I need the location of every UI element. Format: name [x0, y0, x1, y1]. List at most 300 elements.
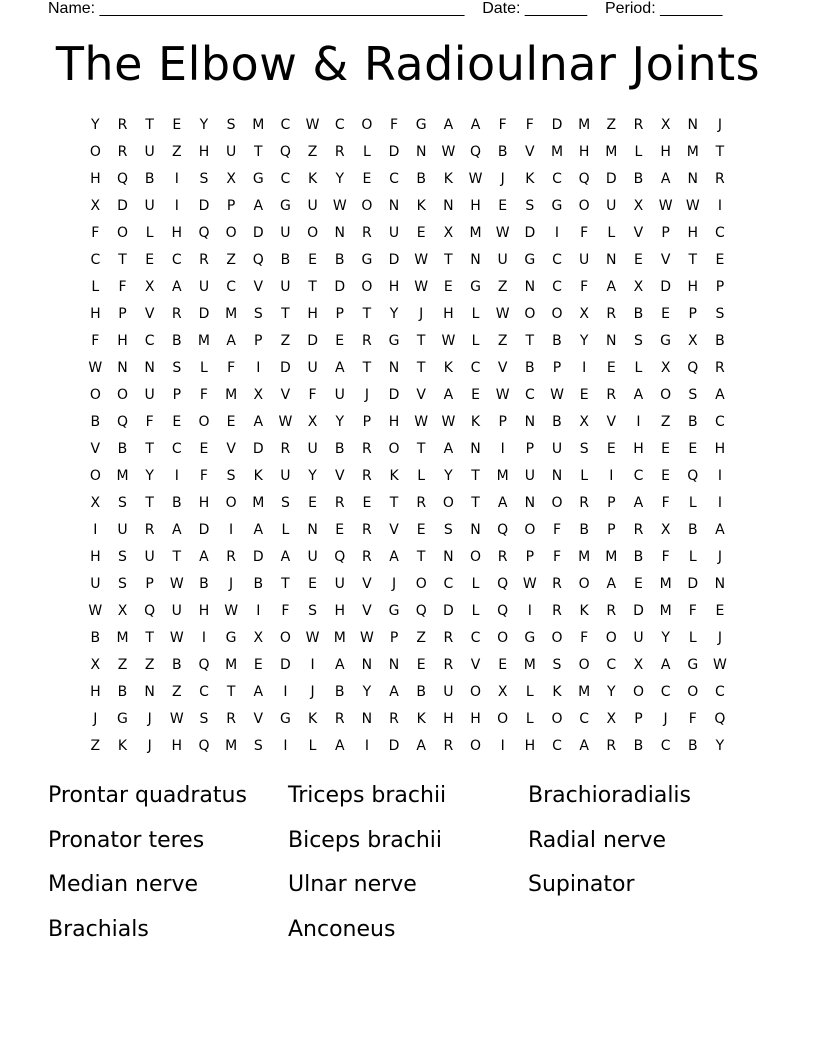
grid-letter: L: [471, 306, 480, 322]
grid-letter: P: [226, 198, 236, 214]
grid-letter: N: [524, 414, 536, 430]
grid-letter: J: [147, 738, 153, 754]
grid-letter: X: [90, 198, 101, 214]
grid-letter: H: [578, 144, 590, 160]
grid-letter: R: [334, 711, 346, 727]
grid-letter: L: [362, 144, 372, 160]
grid-letter: W: [468, 171, 483, 187]
grid-letter: B: [171, 333, 183, 349]
grid-letter: B: [117, 441, 128, 457]
grid-letter: I: [527, 603, 533, 619]
grid-letter: R: [117, 117, 128, 133]
grid-row: [82, 490, 734, 517]
grid-letter: L: [607, 225, 616, 241]
grid-letter: T: [444, 252, 454, 268]
grid-letter: Q: [415, 603, 428, 619]
grid-letter: D: [660, 279, 672, 295]
grid-letter: U: [90, 576, 101, 592]
grid-letter: V: [253, 711, 264, 727]
grid-letter: I: [174, 198, 180, 214]
grid-letter: F: [580, 279, 589, 295]
grid-letter: B: [552, 333, 563, 349]
grid-row: [82, 220, 734, 247]
grid-letter: E: [172, 117, 182, 133]
grid-letter: M: [523, 657, 537, 673]
grid-letter: T: [525, 333, 535, 349]
grid-letter: K: [443, 171, 454, 187]
grid-letter: X: [633, 657, 644, 673]
grid-letter: W: [332, 198, 348, 214]
grid-letter: F: [227, 360, 236, 376]
grid-letter: H: [660, 144, 672, 160]
grid-letter: N: [144, 360, 156, 376]
grid-letter: I: [500, 738, 506, 754]
grid-letter: T: [715, 144, 725, 160]
grid-letter: F: [390, 117, 399, 133]
grid-letter: X: [307, 414, 318, 430]
grid-letter: T: [145, 630, 155, 646]
grid-letter: H: [388, 414, 400, 430]
grid-letter: D: [334, 279, 346, 295]
grid-letter: F: [498, 117, 508, 133]
grid-letter: C: [171, 252, 183, 268]
grid-letter: P: [145, 576, 155, 592]
grid-letter: A: [334, 360, 346, 376]
grid-letter: M: [659, 603, 673, 619]
grid-letter: A: [280, 549, 291, 565]
grid-letter: T: [253, 144, 264, 160]
grid-letter: K: [552, 684, 563, 700]
grid-letter: A: [715, 522, 726, 538]
grid-letter: U: [280, 468, 292, 484]
grid-letter: R: [606, 603, 617, 619]
grid-letter: R: [443, 630, 454, 646]
grid-letter: W: [441, 414, 456, 430]
grid-letter: R: [334, 144, 346, 160]
grid-letter: R: [443, 738, 454, 754]
grid-letter: Y: [661, 630, 671, 646]
grid-letter: G: [687, 657, 699, 673]
grid-letter: O: [497, 711, 509, 727]
grid-letter: B: [525, 360, 536, 376]
grid-letter: L: [91, 279, 100, 295]
grid-letter: D: [524, 225, 536, 241]
grid-letter: X: [579, 414, 590, 430]
grid-letter: P: [254, 333, 263, 349]
grid-letter: D: [687, 576, 699, 592]
grid-letter: P: [498, 414, 508, 430]
grid-letter: N: [714, 576, 726, 592]
word-list-item: Anconeus: [288, 916, 396, 942]
grid-letter: R: [362, 522, 373, 538]
grid-letter: R: [552, 576, 563, 592]
grid-letter: H: [90, 549, 102, 565]
grid-letter: R: [715, 171, 726, 187]
grid-letter: M: [116, 468, 130, 484]
grid-letter: F: [688, 603, 698, 619]
grid-letter: M: [605, 549, 618, 565]
grid-letter: A: [497, 495, 508, 511]
grid-letter: D: [280, 657, 292, 673]
grid-letter: Y: [335, 414, 345, 430]
grid-letter: O: [361, 279, 373, 295]
grid-letter: J: [717, 117, 723, 133]
grid-letter: H: [470, 198, 482, 214]
grid-letter: W: [305, 630, 320, 646]
grid-letter: D: [442, 603, 455, 619]
grid-letter: R: [226, 549, 237, 565]
grid-letter: Y: [362, 684, 372, 700]
grid-letter: E: [498, 657, 508, 673]
grid-letter: R: [389, 711, 400, 727]
grid-letter: M: [225, 306, 238, 322]
grid-letter: V: [144, 306, 155, 322]
grid-letter: P: [552, 360, 562, 376]
grid-letter: X: [253, 387, 264, 403]
grid-letter: Z: [497, 333, 508, 349]
grid-letter: H: [307, 306, 319, 322]
grid-letter: G: [388, 333, 400, 349]
grid-letter: W: [441, 144, 456, 160]
grid-letter: E: [145, 252, 155, 268]
word-list-row: [48, 780, 788, 825]
grid-letter: R: [552, 603, 563, 619]
grid-letter: I: [310, 657, 316, 673]
grid-letter: Y: [91, 117, 101, 133]
grid-letter: N: [470, 441, 482, 457]
grid-letter: U: [497, 252, 509, 268]
grid-letter: U: [579, 252, 590, 268]
grid-letter: B: [633, 306, 644, 322]
grid-letter: C: [633, 468, 644, 484]
grid-letter: S: [688, 387, 698, 403]
grid-letter: R: [362, 441, 373, 457]
grid-letter: X: [90, 657, 101, 673]
grid-letter: N: [388, 198, 400, 214]
grid-letter: E: [172, 414, 182, 430]
grid-letter: V: [334, 468, 346, 484]
grid-letter: O: [89, 468, 102, 484]
grid-letter: G: [524, 630, 536, 646]
word-list-item: Ulnar nerve: [288, 872, 417, 897]
grid-letter: R: [416, 495, 427, 511]
grid-letter: R: [280, 441, 291, 457]
grid-letter: O: [89, 387, 102, 403]
grid-letter: D: [117, 198, 129, 214]
grid-letter: E: [416, 657, 427, 673]
grid-letter: H: [714, 441, 726, 457]
grid-letter: D: [280, 360, 292, 376]
grid-row: [82, 436, 734, 463]
grid-letter: T: [471, 468, 481, 484]
grid-letter: V: [497, 360, 508, 376]
grid-letter: N: [307, 522, 319, 538]
grid-letter: A: [253, 684, 264, 700]
grid-letter: G: [470, 279, 482, 295]
grid-letter: O: [116, 387, 129, 403]
grid-letter: A: [389, 684, 400, 700]
grid-letter: V: [253, 279, 264, 295]
grid-letter: B: [90, 630, 101, 646]
grid-letter: L: [525, 684, 535, 700]
grid-letter: E: [471, 387, 481, 403]
grid-letter: N: [117, 360, 129, 376]
grid-letter: F: [91, 225, 100, 241]
grid-letter: J: [500, 171, 506, 187]
grid-letter: S: [443, 522, 454, 538]
grid-letter: C: [90, 252, 101, 268]
grid-row: [82, 301, 734, 328]
grid-letter: D: [388, 144, 400, 160]
grid-letter: B: [633, 738, 644, 754]
grid-letter: S: [118, 549, 128, 565]
word-list-item: Radial nerve: [528, 827, 667, 853]
grid-letter: C: [552, 171, 563, 187]
grid-letter: H: [687, 225, 699, 241]
grid-letter: G: [660, 333, 672, 349]
grid-letter: P: [688, 306, 698, 322]
grid-letter: E: [606, 441, 617, 457]
grid-letter: N: [551, 468, 563, 484]
grid-letter: U: [144, 144, 156, 160]
grid-letter: A: [172, 522, 183, 538]
grid-letter: U: [307, 198, 319, 214]
grid-letter: R: [606, 738, 617, 754]
grid-letter: H: [388, 279, 400, 295]
grid-letter: T: [416, 549, 426, 565]
grid-letter: L: [417, 468, 426, 484]
grid-letter: E: [253, 657, 264, 673]
grid-letter: X: [253, 630, 264, 646]
grid-letter: O: [660, 387, 672, 403]
grid-letter: O: [578, 657, 591, 673]
grid-letter: I: [229, 522, 234, 538]
grid-letter: B: [334, 441, 346, 457]
grid-letter: M: [578, 549, 591, 565]
grid-letter: I: [717, 495, 723, 511]
grid-letter: Q: [252, 252, 265, 268]
grid-letter: W: [713, 657, 728, 673]
grid-letter: T: [118, 252, 128, 268]
grid-letter: C: [226, 279, 237, 295]
grid-letter: N: [687, 171, 699, 187]
word-list: [48, 780, 788, 958]
grid-letter: C: [280, 117, 291, 133]
grid-letter: D: [633, 603, 645, 619]
grid-letter: T: [389, 495, 399, 511]
grid-letter: O: [225, 495, 238, 511]
grid-row: [82, 274, 734, 301]
grid-letter: H: [443, 711, 455, 727]
grid-letter: X: [660, 117, 671, 133]
grid-letter: E: [362, 171, 372, 187]
grid-letter: H: [90, 171, 102, 187]
grid-letter: R: [715, 360, 726, 376]
grid-letter: E: [226, 414, 237, 430]
grid-letter: I: [283, 684, 288, 700]
grid-letter: L: [471, 576, 480, 592]
grid-letter: P: [715, 279, 725, 295]
grid-letter: B: [253, 576, 264, 592]
grid-letter: Q: [279, 144, 292, 160]
grid-letter: I: [283, 738, 288, 754]
grid-letter: H: [117, 333, 129, 349]
grid-letter: D: [252, 549, 265, 565]
grid-letter: J: [717, 630, 723, 646]
grid-letter: C: [334, 117, 346, 133]
grid-letter: F: [281, 603, 290, 619]
grid-letter: G: [279, 711, 292, 727]
grid-letter: A: [470, 117, 481, 133]
grid-letter: K: [579, 603, 590, 619]
grid-letter: M: [578, 117, 591, 133]
grid-letter: E: [715, 252, 725, 268]
grid-letter: A: [660, 171, 671, 187]
grid-letter: M: [252, 495, 265, 511]
grid-letter: Z: [90, 738, 101, 754]
grid-letter: M: [550, 144, 564, 160]
grid-letter: X: [443, 225, 454, 241]
page-title: The Elbow & Radioulnar Joints: [55, 37, 761, 91]
grid-letter: R: [199, 252, 210, 268]
grid-letter: O: [632, 684, 645, 700]
grid-row: [82, 328, 734, 355]
grid-letter: B: [334, 252, 346, 268]
grid-letter: O: [551, 306, 563, 322]
grid-letter: F: [580, 225, 589, 241]
grid-letter: U: [280, 225, 292, 241]
grid-letter: X: [660, 360, 671, 376]
grid-row: [82, 247, 734, 274]
grid-letter: G: [388, 603, 400, 619]
grid-letter: T: [281, 576, 291, 592]
grid-letter: D: [198, 198, 210, 214]
grid-letter: H: [90, 306, 102, 322]
grid-letter: V: [606, 414, 617, 430]
grid-letter: O: [578, 576, 591, 592]
grid-letter: Y: [579, 333, 589, 349]
grid-letter: O: [307, 225, 319, 241]
grid-letter: V: [362, 576, 373, 592]
grid-letter: T: [362, 360, 372, 376]
grid-letter: E: [416, 522, 427, 538]
grid-letter: C: [715, 414, 726, 430]
grid-letter: I: [256, 603, 261, 619]
grid-letter: C: [660, 738, 671, 754]
grid-letter: P: [362, 414, 372, 430]
grid-letter: B: [90, 414, 101, 430]
grid-letter: X: [687, 333, 699, 349]
grid-letter: E: [661, 306, 671, 322]
grid-letter: S: [525, 198, 535, 214]
grid-letter: B: [687, 414, 699, 430]
grid-letter: N: [334, 225, 346, 241]
grid-row: [82, 382, 734, 409]
grid-letter: M: [333, 630, 347, 646]
grid-letter: W: [522, 576, 538, 592]
grid-letter: Z: [416, 630, 427, 646]
grid-letter: P: [389, 630, 399, 646]
grid-letter: I: [717, 468, 723, 484]
grid-letter: C: [715, 684, 726, 700]
word-list-row: [48, 825, 788, 870]
grid-letter: C: [199, 684, 210, 700]
grid-letter: Q: [470, 144, 482, 160]
word-list-item: Pronator teres: [48, 827, 205, 853]
grid-letter: B: [171, 657, 183, 673]
grid-letter: M: [578, 684, 591, 700]
grid-letter: A: [606, 576, 617, 592]
grid-row: [82, 166, 734, 193]
grid-letter: I: [93, 522, 98, 538]
grid-letter: J: [717, 549, 723, 565]
grid-letter: O: [116, 225, 129, 241]
grid-letter: A: [633, 495, 644, 511]
grid-letter: M: [225, 738, 238, 754]
grid-letter: U: [551, 441, 563, 457]
grid-letter: E: [661, 441, 671, 457]
grid-letter: B: [416, 171, 427, 187]
grid-letter: S: [226, 117, 237, 133]
grid-letter: P: [661, 225, 671, 241]
grid-letter: P: [525, 549, 535, 565]
grid-letter: A: [443, 117, 454, 133]
grid-letter: M: [605, 144, 618, 160]
grid-row: [82, 517, 734, 544]
grid-letter: L: [308, 738, 317, 754]
grid-letter: E: [362, 495, 372, 511]
grid-letter: D: [252, 441, 265, 457]
grid-letter: S: [308, 603, 318, 619]
grid-letter: R: [117, 144, 128, 160]
grid-letter: Y: [607, 684, 617, 700]
grid-letter: D: [198, 306, 210, 322]
grid-letter: Q: [497, 576, 509, 592]
grid-letter: L: [688, 495, 698, 511]
grid-letter: A: [389, 549, 400, 565]
grid-letter: E: [634, 576, 644, 592]
word-list-item: Triceps brachii: [288, 783, 447, 808]
grid-letter: W: [169, 711, 185, 727]
word-list-row: [48, 869, 788, 914]
grid-letter: F: [199, 468, 209, 484]
grid-letter: H: [524, 738, 536, 754]
grid-letter: N: [606, 333, 618, 349]
grid-letter: U: [524, 468, 536, 484]
grid-letter: Q: [687, 360, 699, 376]
grid-letter: R: [334, 495, 346, 511]
grid-letter: A: [199, 549, 210, 565]
grid-letter: G: [361, 252, 373, 268]
grid-letter: D: [388, 252, 400, 268]
grid-letter: E: [661, 468, 671, 484]
grid-letter: N: [361, 711, 373, 727]
grid-letter: P: [607, 522, 617, 538]
grid-letter: E: [416, 225, 427, 241]
grid-letter: F: [552, 549, 562, 565]
grid-row: [82, 625, 734, 652]
grid-letter: E: [199, 441, 209, 457]
grid-letter: N: [470, 252, 482, 268]
grid-letter: C: [552, 279, 563, 295]
grid-letter: B: [579, 522, 590, 538]
grid-letter: P: [607, 495, 617, 511]
grid-letter: S: [579, 441, 590, 457]
grid-letter: N: [443, 549, 455, 565]
grid-letter: W: [550, 387, 565, 403]
grid-letter: Z: [226, 252, 237, 268]
grid-letter: H: [470, 711, 482, 727]
